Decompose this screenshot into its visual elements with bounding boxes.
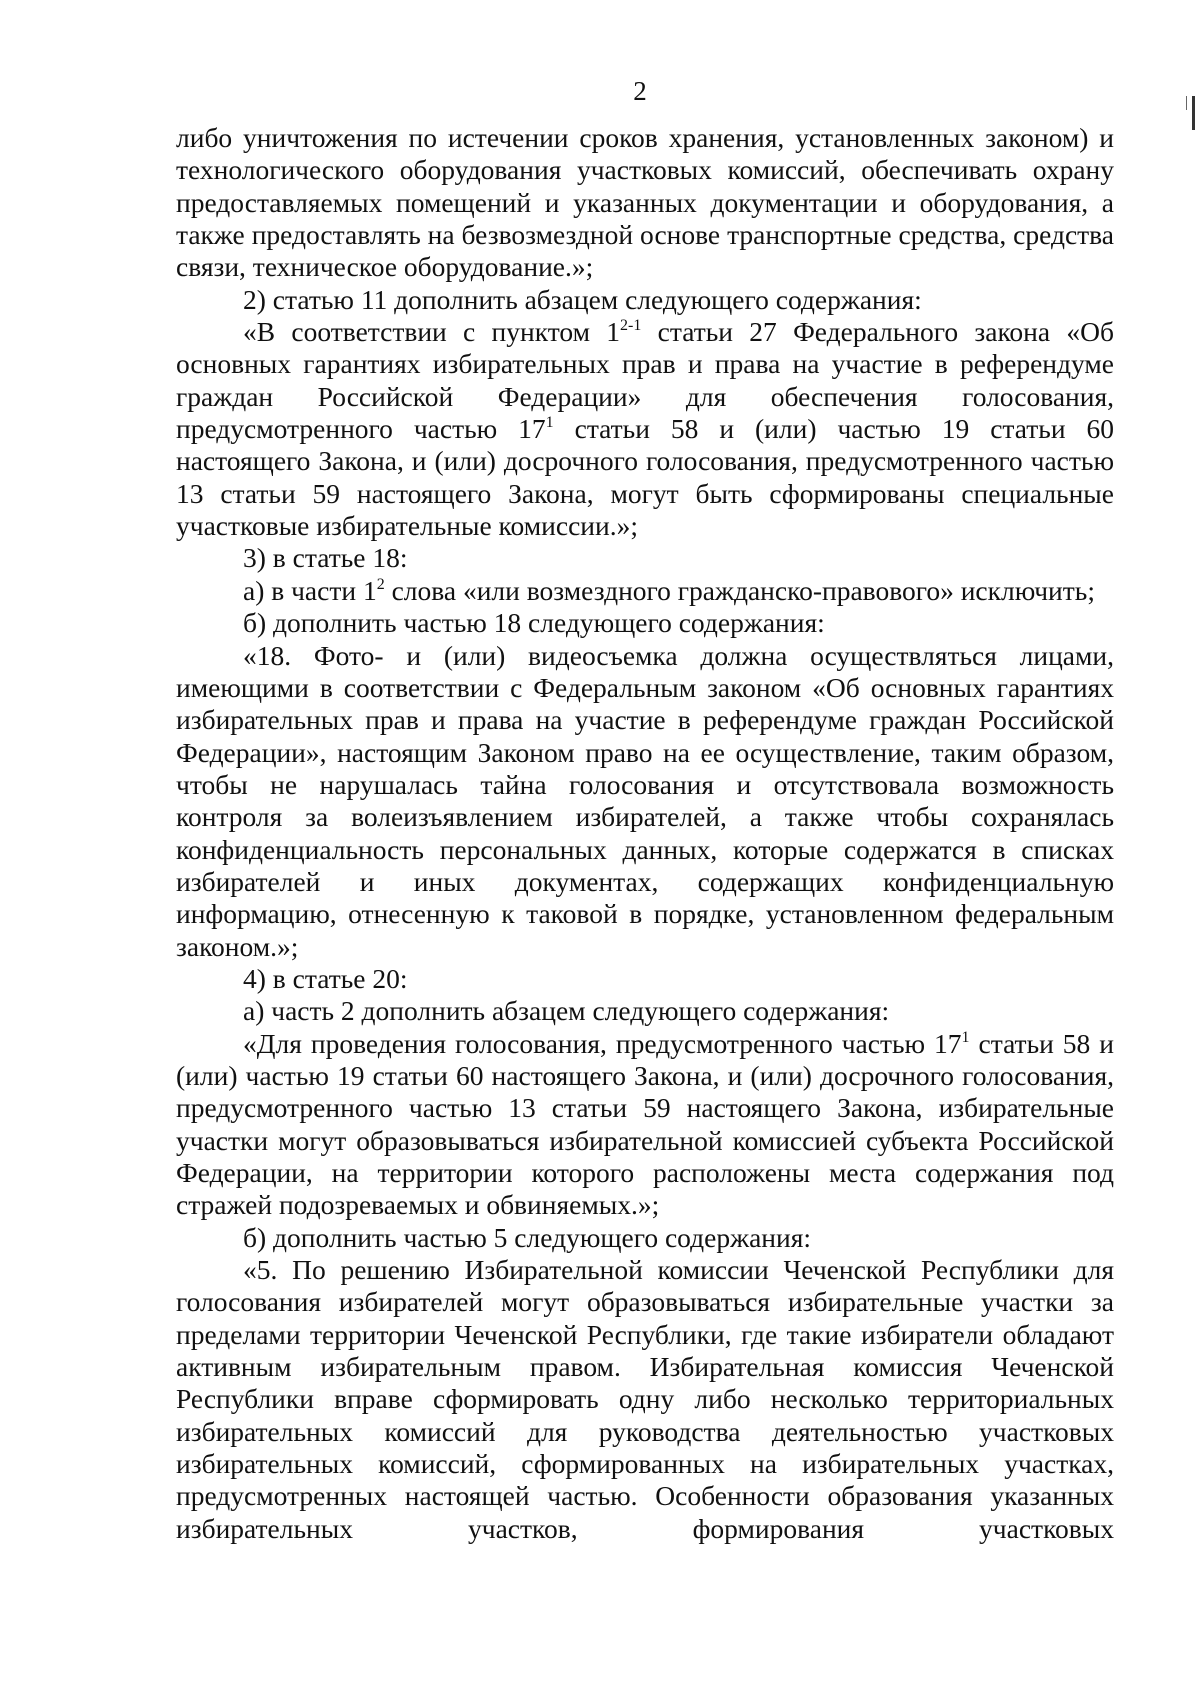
paragraph-9 [176,995,1114,1027]
paragraph-text: 2) статью 11 дополнить абзацем следующего содержания: [243,283,922,315]
paragraph-5 [176,575,1114,607]
superscript-index: 2-1 [620,317,642,335]
paragraph-8 [176,963,1114,995]
paragraph-1 [176,122,1114,284]
paragraph-text: б) дополнить частью 18 следующего содержания: [243,607,825,639]
superscript-index: 2 [376,575,385,593]
paragraph-12 [176,1254,1114,1545]
paragraph-6 [176,607,1114,639]
paragraph-text: слова «или возмездного гражданско-правового» исключить; [384,574,1095,606]
paragraph-text: б) дополнить частью 5 следующего содержания: [243,1221,812,1253]
page-number: 2 [633,76,647,106]
paragraph-7 [176,640,1114,963]
paragraph-text: 4) в статье 20: [243,962,408,994]
margin-scan-mark [1192,96,1195,130]
paragraph-text: «Для проведения голосования, предусмотренного частью 17 [243,1027,962,1059]
paragraph-text: статьи 27 Федерального закона «Об основных гарантиях избирательных прав и права на участие в референдуме граждан Российской Федерации» для обеспечения голосования, предусмотренного частью 17 [176,316,1114,445]
paragraph-text: «18. Фото- и (или) видеосъемка должна осуществляться лицами, имеющими в соответствии с Федеральным законом «Об основных гарантиях избирательных прав и права на участие в референдуме граждан Российской Федерации», настоящим Законом право на ее осуществление, таким образом, чтобы не нарушалась тайна голосования и отсутствовала возможность контроля за волеизъявлением избирателей, а также чтобы сохранялась конфиденциальность персональных данных, которые содержатся в списках избирателей и иных документах, содержащих конфиденциальную информацию, отнесенную к таковой в порядке, установленном федеральным законом.»; [176,639,1114,962]
paragraph-text: статьи 58 и (или) частью 19 статьи 60 настоящего Закона, и (или) досрочного голосования, предусмотренного частью 13 статьи 59 настоящего Закона, избирательные участки могут образовываться избирательной комиссией субъекта Российской Федерации, на территории которого расположены места содержания под стражей подозреваемых и обвиняемых.»; [176,1027,1115,1221]
paragraph-2 [176,284,1114,316]
paragraph-text: статьи 58 и (или) частью 19 статьи 60 настоящего Закона, и (или) досрочного голосования, предусмотренного частью 13 статьи 59 настоящего Закона, могут быть сформированы специальные участковые избирательные комиссии.»; [176,413,1115,542]
superscript-index: 1 [545,414,554,432]
paragraph-text: а) в части 1 [243,574,377,606]
paragraph-text: «5. По решению Избирательной комиссии Чеченской Республики для голосования избирателей могут образовываться избирательные участки за пределами территории Чеченской Республики, где такие избиратели обладают активным избирательным правом. Избирательная комиссия Чеченской Республики вправе сформировать одну либо несколько территориальных избирательных комиссий для руководства деятельностью участковых избирательных комиссий, сформированных на избирательных участках, предусмотренных настоящей частью. Особенности образования указанных избирательных участков, формирования участковых [176,1254,1114,1544]
margin-scan-mark-thin [1186,96,1187,110]
superscript-index: 1 [961,1028,970,1046]
paragraph-3 [176,316,1114,542]
paragraph-text: 3) в статье 18: [243,542,408,574]
document-body [176,122,1114,1545]
paragraph-text: либо уничтожения по истечении сроков хранения, установленных законом) и технологического оборудования участковых комиссий, обеспечивать охрану предоставляемых помещений и указанных документации и оборудования, а также предоставлять на безвозмездной основе транспортные средства, средства связи, техническое оборудование.»; [176,122,1114,283]
paragraph-text: а) часть 2 дополнить абзацем следующего содержания: [243,995,890,1027]
paragraph-4 [176,542,1114,574]
paragraph-10 [176,1028,1114,1222]
paragraph-text: «В соответствии с пунктом 1 [243,316,621,348]
paragraph-11 [176,1222,1114,1254]
